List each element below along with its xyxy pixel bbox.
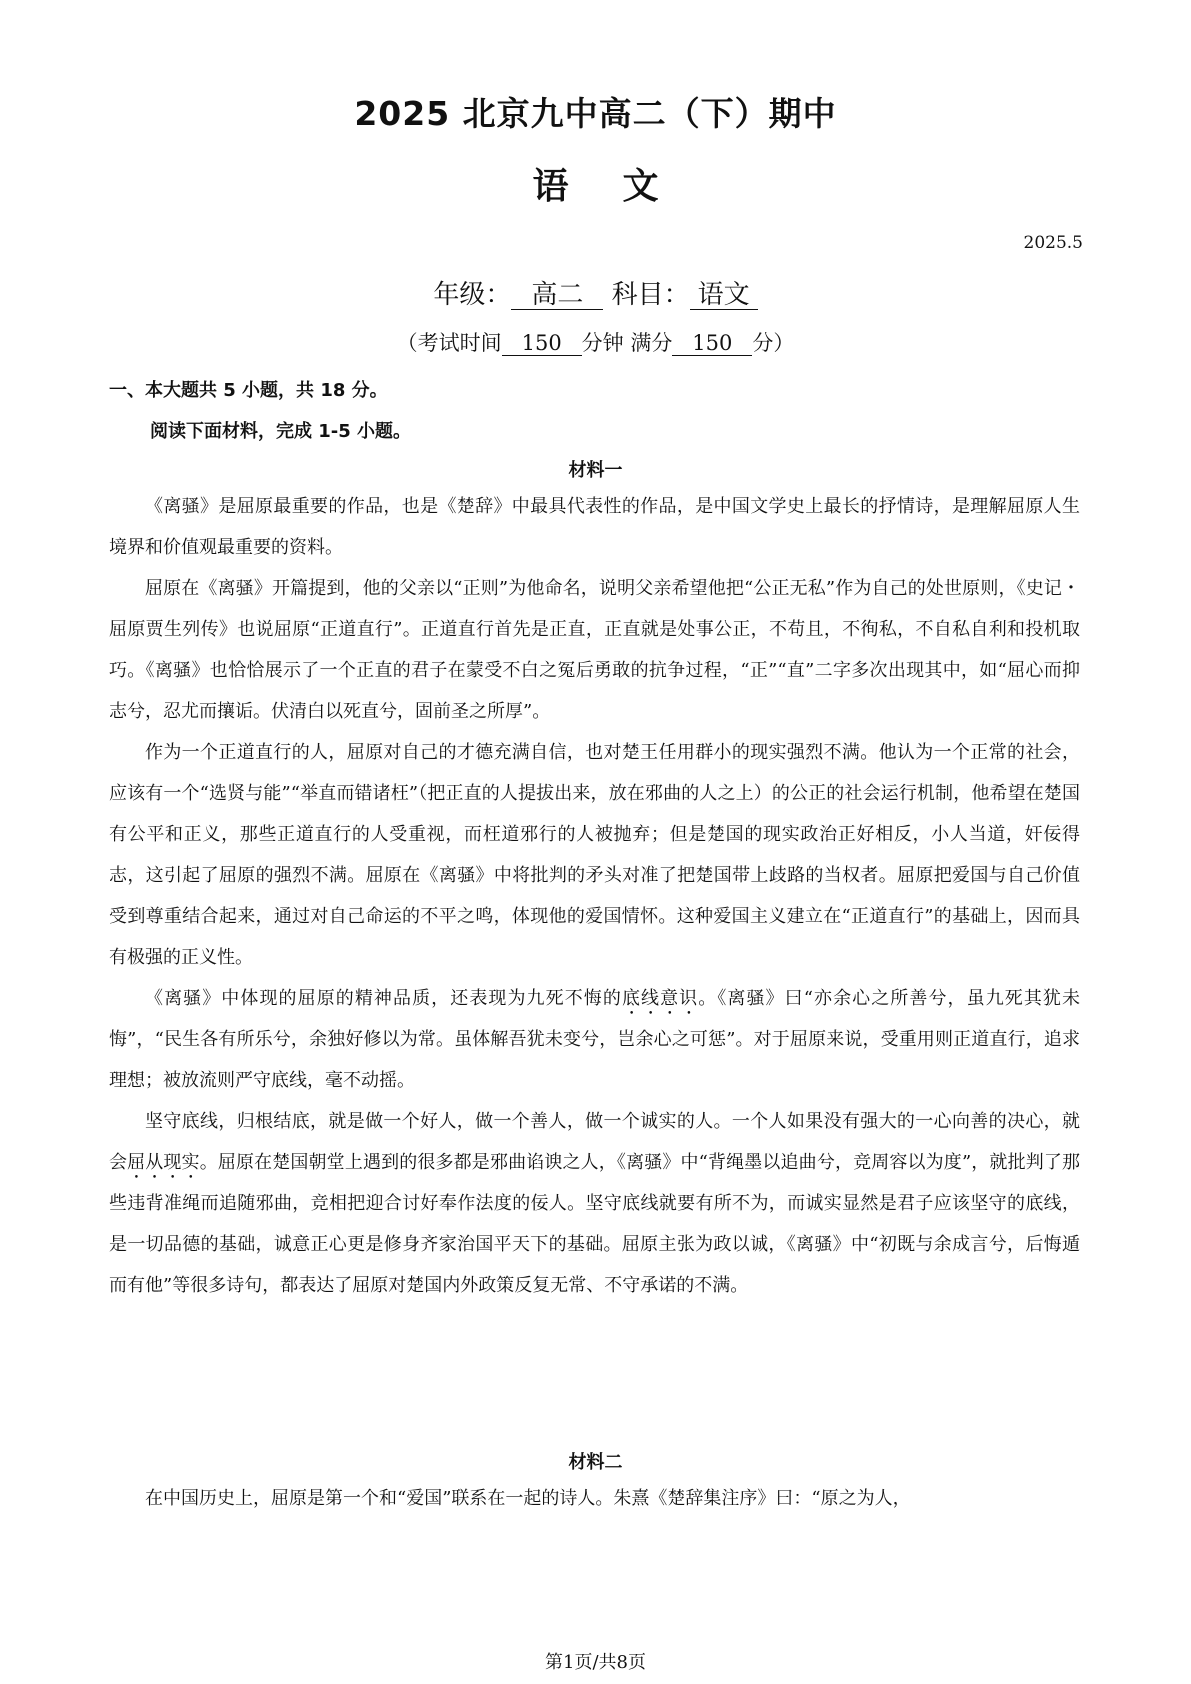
- subject-heading: 语文: [532, 166, 713, 207]
- time-open: （考试时间: [396, 331, 502, 355]
- material-two-body: [109, 1478, 1080, 1519]
- material-one-body: [109, 486, 1080, 1306]
- emphasized-term: 屈从现实: [127, 1152, 200, 1173]
- time-value: 150: [502, 331, 582, 356]
- paragraph: 作为一个正道直行的人，屈原对自己的才德充满自信，也对楚王任用群小的现实强烈不满。他认为一个正常的社会，应该有一个“选贤与能”“举直而错诸枉”（把正直的人提拔出来，放在邪曲的人之上）的公正的社会运行机制，他希望在楚国有公平和正义，那些正道直行的人受重视，而枉道邪行的人被抛弃；但是楚国的现实政治正好相反，小人当道，奸佞得志，这引起了屈原的强烈不满。屈原在《离骚》中将批判的矛头对准了把楚国带上歧路的当权者。屈原把爱国与自己价值受到尊重结合起来，通过对自己命运的不平之鸣，体现他的爱国情怀。这种爱国主义建立在“正道直行”的基础上，因而具有极强的正义性。: [109, 742, 1080, 968]
- emphasized-term: 底线意识: [621, 988, 699, 1009]
- time-unit: 分钟 满分: [581, 331, 673, 355]
- course-value: 语文: [690, 281, 758, 310]
- paragraph: 《离骚》是屈原最重要的作品，也是《楚辞》中最具代表性的作品，是中国文学史上最长的抒情诗，是理解屈原人生境界和价值观最重要的资料。: [109, 496, 1080, 558]
- paragraph-text: 。《离骚》曰“亦余心之所善兮，虽九死其犹未悔”，“民生各有所乐兮，余独好修以为常。虽体解吾犹未变兮，岂余心之可惩”。对于屈原来说，受重用则正道直行，追求理想；被放流则严守底线，毫不动摇。: [109, 988, 1080, 1091]
- page-number: 第1页/共8页: [545, 1652, 646, 1673]
- grade-label: 年级：: [433, 280, 512, 310]
- paragraph: 在中国历史上，屈原是第一个和“爱国”联系在一起的诗人。朱熹《楚辞集注序》曰：“原之为人，: [145, 1488, 911, 1509]
- paragraph-text: 坚守底线，归根结底，就是做一个好人，做一个善人，做一个诚实的人。一个人如果没有强大的一心向善的决心，就会: [109, 1111, 1080, 1173]
- section-heading: 一、本大题共 5 小题，共 18 分。: [109, 380, 388, 401]
- grade-value: 高二: [511, 281, 603, 310]
- score-close: 分）: [752, 331, 795, 355]
- material-two-title: 材料二: [568, 1452, 623, 1473]
- section-instruction: 阅读下面材料，完成 1-5 小题。: [150, 421, 412, 442]
- score-value: 150: [672, 331, 752, 356]
- paragraph: [109, 978, 1080, 1101]
- exam-date: 2025.5: [1023, 233, 1083, 253]
- paragraph: [109, 1101, 1080, 1306]
- exam-title: 2025 北京九中高二（下）期中: [354, 94, 837, 133]
- paragraph-text: 《离骚》中体现的屈原的精神品质，还表现为九死不悔的: [145, 988, 622, 1009]
- paragraph: 屈原在《离骚》开篇提到，他的父亲以“正则”为他命名，说明父亲希望他把“公正无私”作为自己的处世原则，《史记・屈原贾生列传》也说屈原“正道直行”。正道直行首先是正直，正直就是处事公正，不苟且，不徇私，不自私自利和投机取巧。《离骚》也恰恰展示了一个正直的君子在蒙受不白之冤后勇敢的抗争过程，“正”“直”二字多次出现其中，如“屈心而抑志兮，忍尤而攘诟。伏清白以死直兮，固前圣之所厚”。: [109, 578, 1080, 722]
- material-one-title: 材料一: [568, 460, 623, 481]
- paragraph-text: 。屈原在楚国朝堂上遇到的很多都是邪曲谄谀之人，《离骚》中“背绳墨以追曲兮，竞周容以为度”，就批判了那些违背准绳而追随邪曲，竞相把迎合讨好奉作法度的佞人。坚守底线就要有所不为，而诚实显然是君子应该坚守的底线，是一切品德的基础，诚意正心更是修身齐家治国平天下的基础。屈原主张为政以诚，《离骚》中“初既与余成言兮，后悔遁而有他”等很多诗句，都表达了屈原对楚国内外政策反复无常、不守承诺的不满。: [109, 1152, 1080, 1296]
- course-label: 科目：: [611, 280, 690, 310]
- exam-time-line: [0, 327, 1191, 357]
- grade-subject-line: [0, 274, 1191, 311]
